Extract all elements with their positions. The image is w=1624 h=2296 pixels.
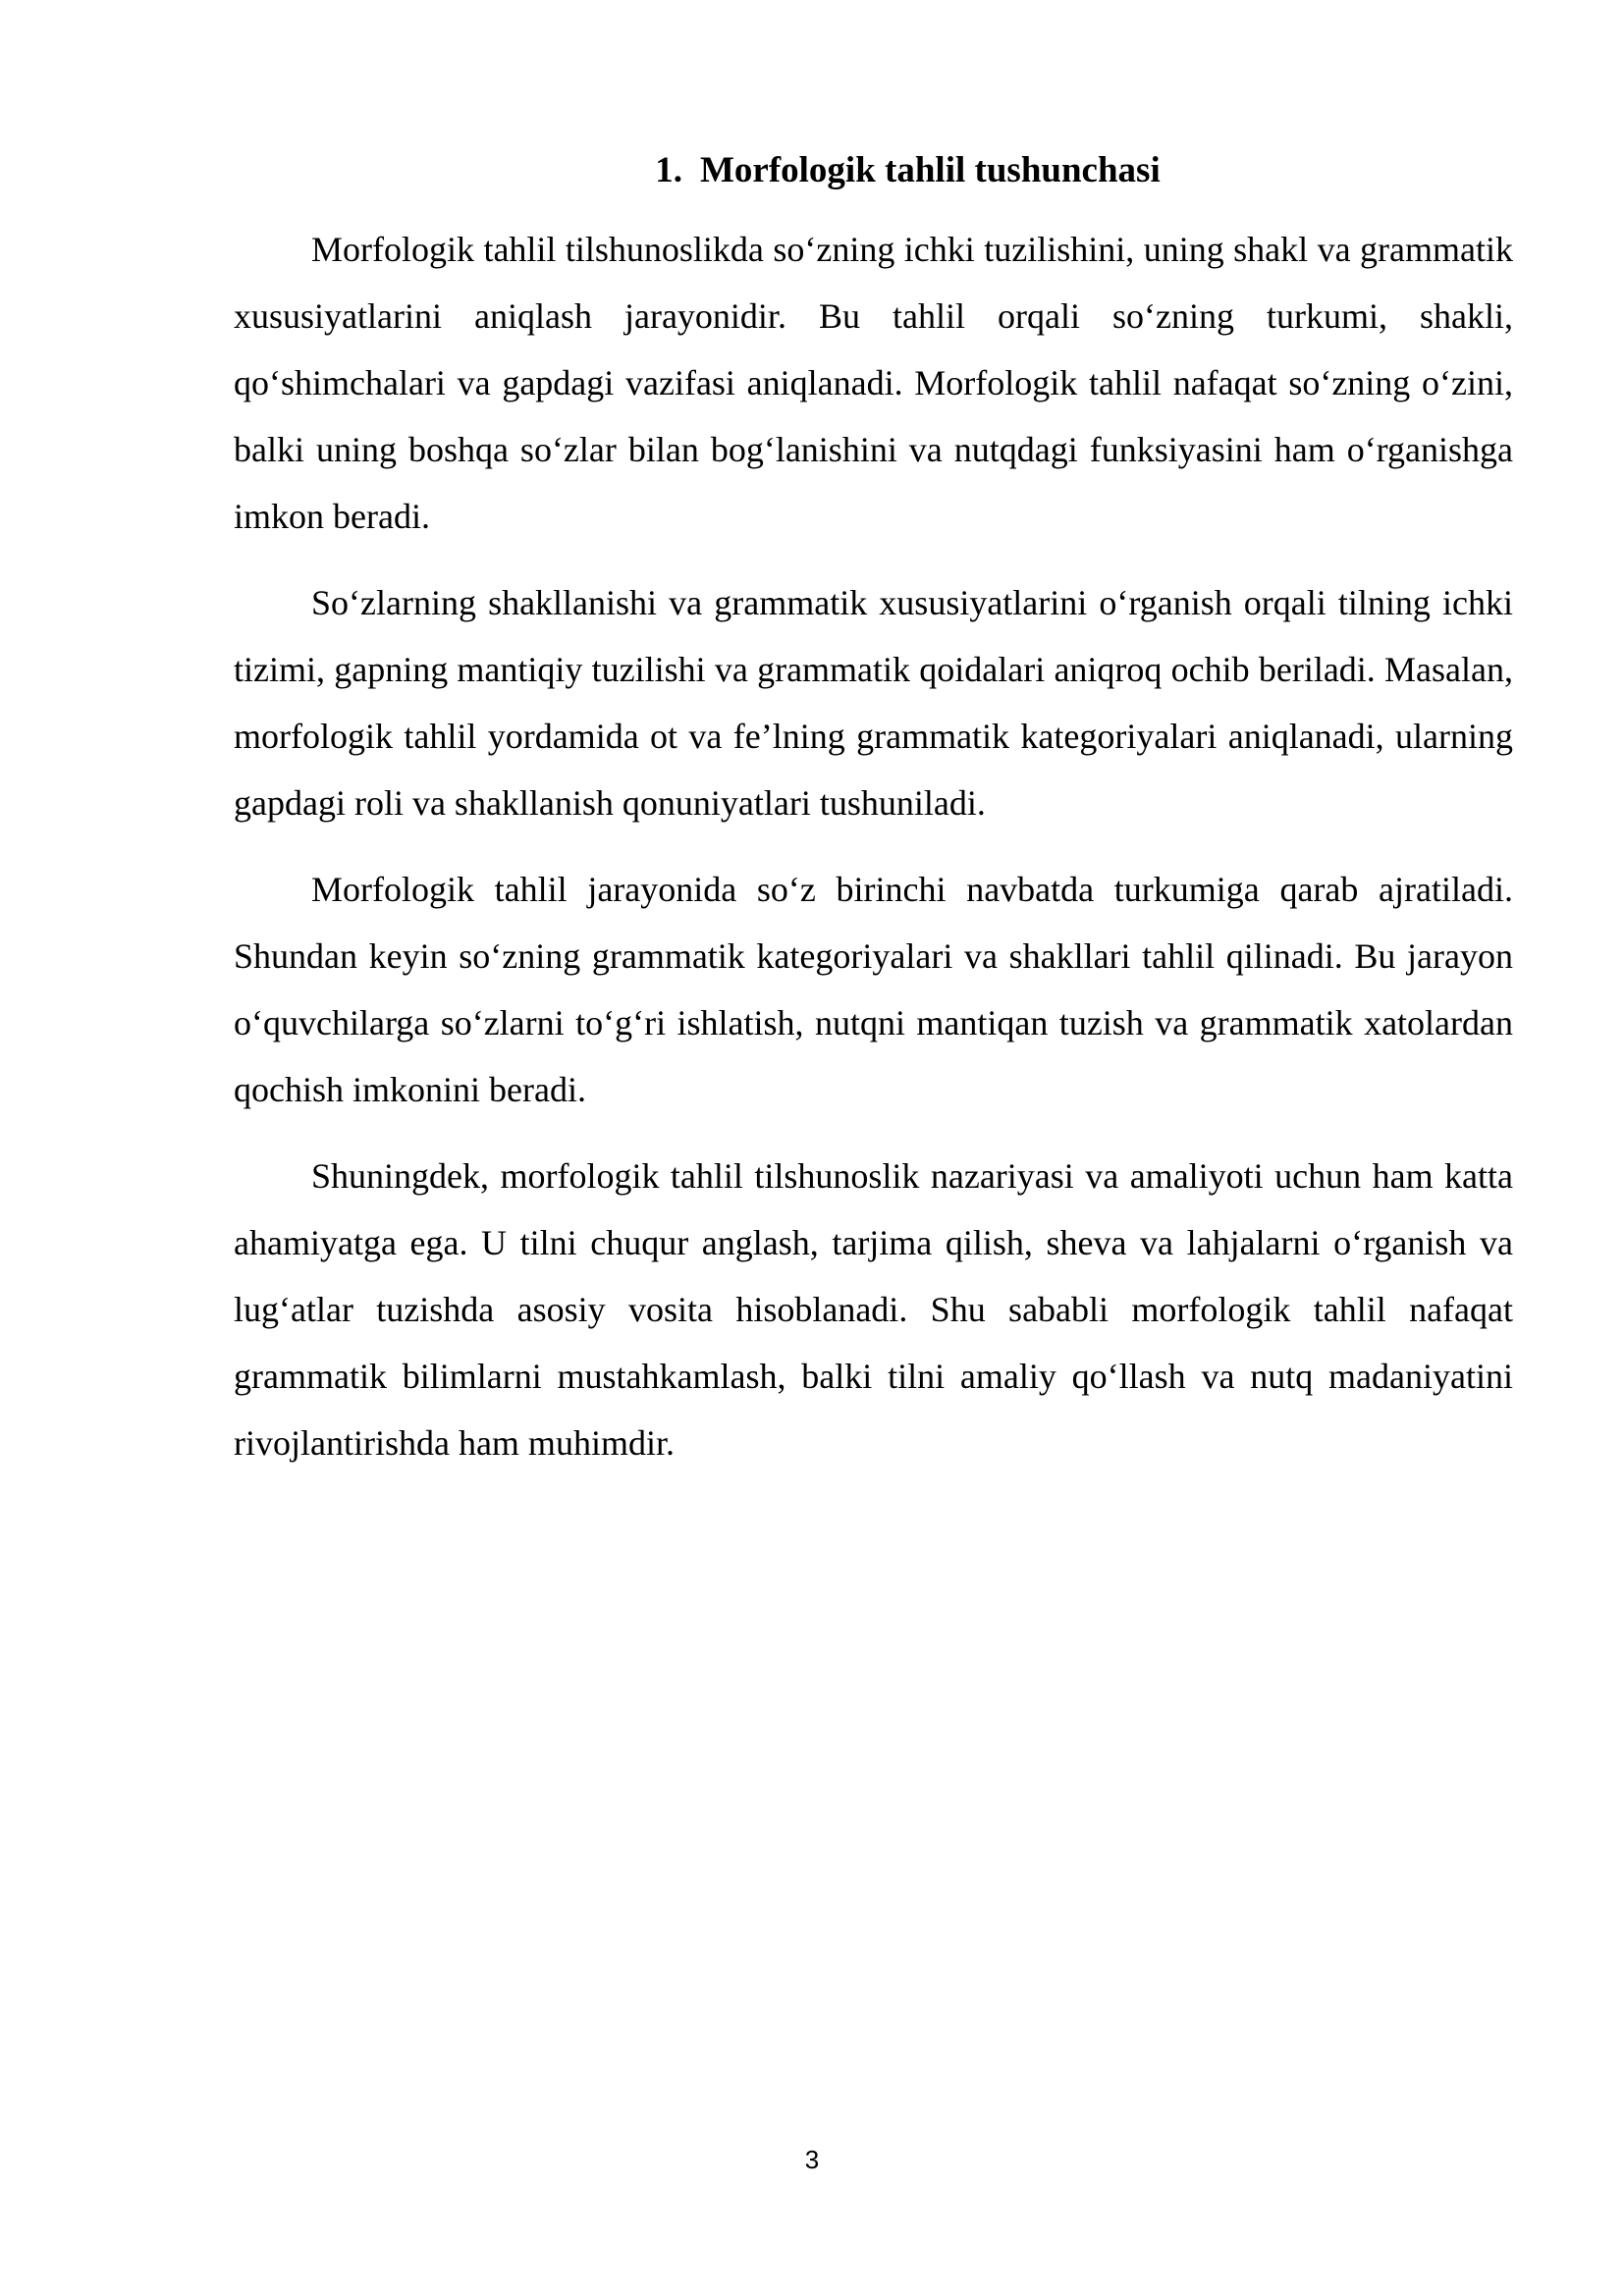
page-number: 3 bbox=[804, 2145, 820, 2174]
paragraph: So‘zlarning shakllanishi va grammatik xususiyatlarini o‘rganish orqali tilning ichki tizimi, gapning mantiqiy tuzilishi va grammatik qoidalari aniqroq ochib beriladi. Masalan, morfologik tahlil yordamida ot va fe’lning grammatik kategoriyalari aniqlanadi, ularning gapdagi roli va shakllanish qonuniyatlari tushuniladi. bbox=[234, 583, 1513, 823]
paragraph: Shuningdek, morfologik tahlil tilshunoslik nazariyasi va amaliyoti uchun ham katta ahamiyatga ega. U tilni chuqur anglash, tarjima qilish, sheva va lahjalarni o‘rganish va lug‘atlar tuzishda asosiy vosita hisoblanadi. Shu sababli morfologik tahlil nafaqat grammatik bilimlarni mustahkamlash, balki tilni amaliy qo‘llash va nutq madaniyatini rivojlantirishda ham muhimdir. bbox=[234, 1156, 1513, 1463]
page-content bbox=[234, 147, 1513, 1496]
section-heading bbox=[234, 147, 1513, 194]
paragraph: Morfologik tahlil tilshunoslikda so‘zning ichki tuzilishini, uning shakl va grammatik xususiyatlarini aniqlash jarayonidir. Bu tahlil orqali so‘zning turkumi, shakli, qo‘shimchalari va gapdagi vazifasi aniqlanadi. Morfologik tahlil nafaqat so‘zning o‘zini, balki uning boshqa so‘zlar bilan bog‘lanishini va nutqdagi funksiyasini ham o‘rganishga imkon beradi. bbox=[234, 230, 1513, 536]
section-number: 1. bbox=[655, 150, 682, 190]
section-title: Morfologik tahlil tushunchasi bbox=[699, 150, 1161, 190]
paragraph: Morfologik tahlil jarayonida so‘z birinchi navbatda turkumiga qarab ajratiladi. Shundan keyin so‘zning grammatik kategoriyalari va shakllari tahlil qilinadi. Bu jarayon o‘quvchilarga so‘zlarni to‘g‘ri ishlatish, nutqni mantiqan tuzish va grammatik xatolardan qochish imkonini beradi. bbox=[234, 870, 1513, 1109]
